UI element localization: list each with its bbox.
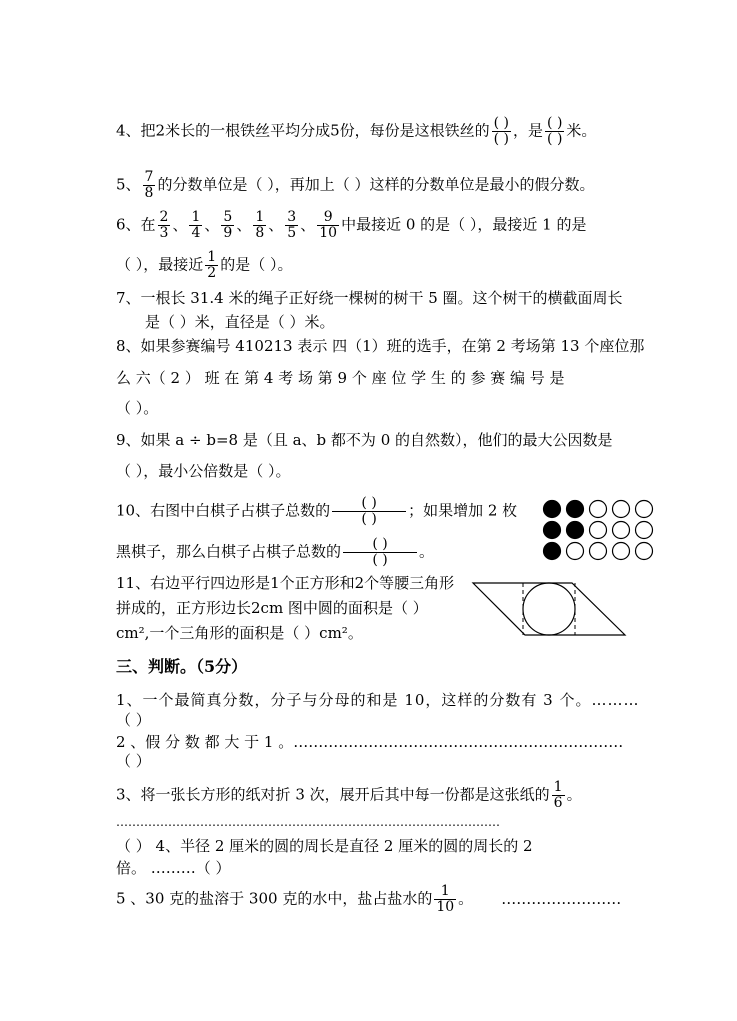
judgement-1: 1、一个最简真分数，分子与分母的和是 10，这样的分数有 3 个。……… bbox=[116, 691, 640, 709]
q4-mid: ，是 bbox=[513, 121, 544, 140]
question-4 bbox=[116, 116, 596, 147]
q6-fraction: $\frac{9}{10}$ bbox=[319, 209, 338, 241]
section-judgement-title: 三、判断。（5分） bbox=[116, 657, 248, 676]
white-chess-piece bbox=[590, 543, 607, 560]
white-chess-piece bbox=[613, 543, 630, 560]
judgement-1-answer-blank[interactable]: （ ） bbox=[116, 711, 151, 729]
q6-fraction: $\frac{1}{4}$ bbox=[191, 209, 201, 241]
white-chess-piece bbox=[567, 543, 584, 560]
q4-blank-fraction: $\frac{( )}{( )}$ bbox=[493, 115, 510, 147]
judgement-4-line2: 倍。 ………（ ） bbox=[116, 859, 231, 877]
black-chess-piece bbox=[567, 522, 584, 539]
q6-separator: 、 bbox=[172, 215, 188, 234]
q4-blank-fraction-2: $\frac{( )}{( )}$ bbox=[547, 115, 563, 147]
judgement-4: （ ） 4、半径 2 厘米的圆的周长是直径 2 厘米的圆的周长的 2 bbox=[116, 837, 533, 855]
q5-fraction: $\frac{7}{8}$ bbox=[144, 169, 154, 201]
q10-end: 。 bbox=[419, 542, 435, 561]
q6-separator: 、 bbox=[268, 215, 284, 234]
question-9-line1: 9、如果 a ÷ b=8 是（且 a、b 都不为 0 的自然数），他们的最大公因数是 bbox=[116, 431, 613, 449]
j5-dots: …………………… bbox=[501, 889, 622, 908]
white-chess-piece bbox=[636, 501, 653, 518]
white-chess-piece bbox=[590, 522, 607, 539]
judgement-2-answer-blank[interactable]: （ ） bbox=[116, 752, 151, 770]
q6-post: 中最接近 0 的是（ ），最接近 1 的是 bbox=[341, 215, 587, 234]
question-8-line1: 8、如果参赛编号 410213 表示 四（1）班的选手，在第 2 考场第 13 个座位那 bbox=[116, 337, 645, 355]
judgement-3 bbox=[116, 780, 582, 811]
q6-fraction: $\frac{1}{8}$ bbox=[255, 209, 265, 241]
white-chess-piece bbox=[590, 501, 607, 518]
parallelogram-figure bbox=[470, 580, 630, 640]
question-11-line2: 拼成的，正方形边长2cm 图中圆的面积是（ ） bbox=[116, 599, 428, 617]
judgement-5 bbox=[116, 884, 621, 915]
white-chess-piece bbox=[636, 543, 653, 560]
judgement-3-dots: …………………………………………………………………………………… bbox=[116, 815, 500, 829]
question-10-line1 bbox=[116, 496, 517, 527]
q4-post: 米。 bbox=[566, 121, 597, 140]
inscribed-circle bbox=[523, 583, 575, 635]
q6-pre: 6、在 bbox=[116, 215, 156, 234]
q5-num: 5、 bbox=[116, 175, 141, 194]
black-chess-piece bbox=[544, 522, 561, 539]
q10-blank-fraction-2: $\frac{( )}{( )}$ bbox=[343, 537, 417, 568]
q6-line2a: （ ），最接近 bbox=[116, 255, 204, 274]
question-8-line3: （ ）。 bbox=[116, 399, 159, 417]
q6-line2b: 的是（ ）。 bbox=[220, 255, 293, 274]
question-8-line2: 么 六（ 2 ） 班 在 第 4 考 场 第 9 个 座 位 学 生 的 参 赛 编 号 是 bbox=[116, 369, 565, 387]
chess-pieces-figure bbox=[540, 498, 658, 564]
black-chess-piece bbox=[567, 501, 584, 518]
q6-fraction: $\frac{3}{5}$ bbox=[287, 209, 297, 241]
question-10-line2 bbox=[116, 537, 434, 568]
question-9-line2: （ ），最小公倍数是（ ）。 bbox=[116, 462, 291, 480]
black-chess-piece bbox=[544, 543, 561, 560]
j5-end: 。 bbox=[458, 889, 474, 908]
q10-mid: ；如果增加 2 枚 bbox=[408, 501, 518, 520]
q10-text2: 黑棋子，那么白棋子占棋子总数的 bbox=[116, 542, 342, 561]
parallelogram-shape bbox=[473, 583, 625, 635]
q5-text: 的分数单位是（ ），再加上（ ）这样的分数单位是最小的假分数。 bbox=[157, 175, 595, 194]
q6-fraction: $\frac{2}{3}$ bbox=[159, 209, 169, 241]
q6-fractions bbox=[156, 209, 342, 241]
q10-text1: 10、右图中白棋子占棋子总数的 bbox=[116, 501, 331, 520]
white-chess-piece bbox=[636, 522, 653, 539]
j3-text: 3、将一张长方形的纸对折 3 次，展开后其中每一份都是这张纸的 bbox=[116, 785, 550, 804]
q6-separator: 、 bbox=[300, 215, 316, 234]
q6-separator: 、 bbox=[236, 215, 252, 234]
black-chess-piece bbox=[544, 501, 561, 518]
question-11-line3: cm²,一个三角形的面积是（ ）cm²。 bbox=[116, 624, 363, 642]
j5-text: 5 、30 克的盐溶于 300 克的水中，盐占盐水的 bbox=[116, 889, 433, 908]
j3-end: 。 bbox=[566, 785, 582, 804]
question-11-line1: 11、右边平行四边形是1个正方形和2个等腰三角形 bbox=[116, 574, 455, 592]
j3-fraction: $\frac{1}{6}$ bbox=[553, 779, 563, 811]
q6-separator: 、 bbox=[204, 215, 220, 234]
judgement-2: 2 、假 分 数 都 大 于 1 。………………………………………………………… bbox=[116, 733, 624, 751]
question-7-line2: 是（ ）米，直径是（ ）米。 bbox=[145, 313, 335, 331]
q6-fraction: $\frac{5}{9}$ bbox=[223, 209, 233, 241]
j5-fraction: $\frac{1}{10}$ bbox=[436, 883, 455, 915]
q6-half-fraction: $\frac{1}{2}$ bbox=[207, 249, 217, 281]
white-chess-piece bbox=[613, 522, 630, 539]
question-7-line1: 7、一根长 31.4 米的绳子正好绕一棵树的树干 5 圈。这个树干的横截面周长 bbox=[116, 289, 623, 307]
q4-text: 4、把2米长的一根铁丝平均分成5份，每份是这根铁丝的 bbox=[116, 121, 490, 140]
white-chess-piece bbox=[613, 501, 630, 518]
q10-blank-fraction-1: $\frac{( )}{( )}$ bbox=[332, 496, 406, 527]
question-6 bbox=[116, 210, 587, 241]
question-6-line2 bbox=[116, 250, 292, 281]
question-5 bbox=[116, 170, 595, 201]
